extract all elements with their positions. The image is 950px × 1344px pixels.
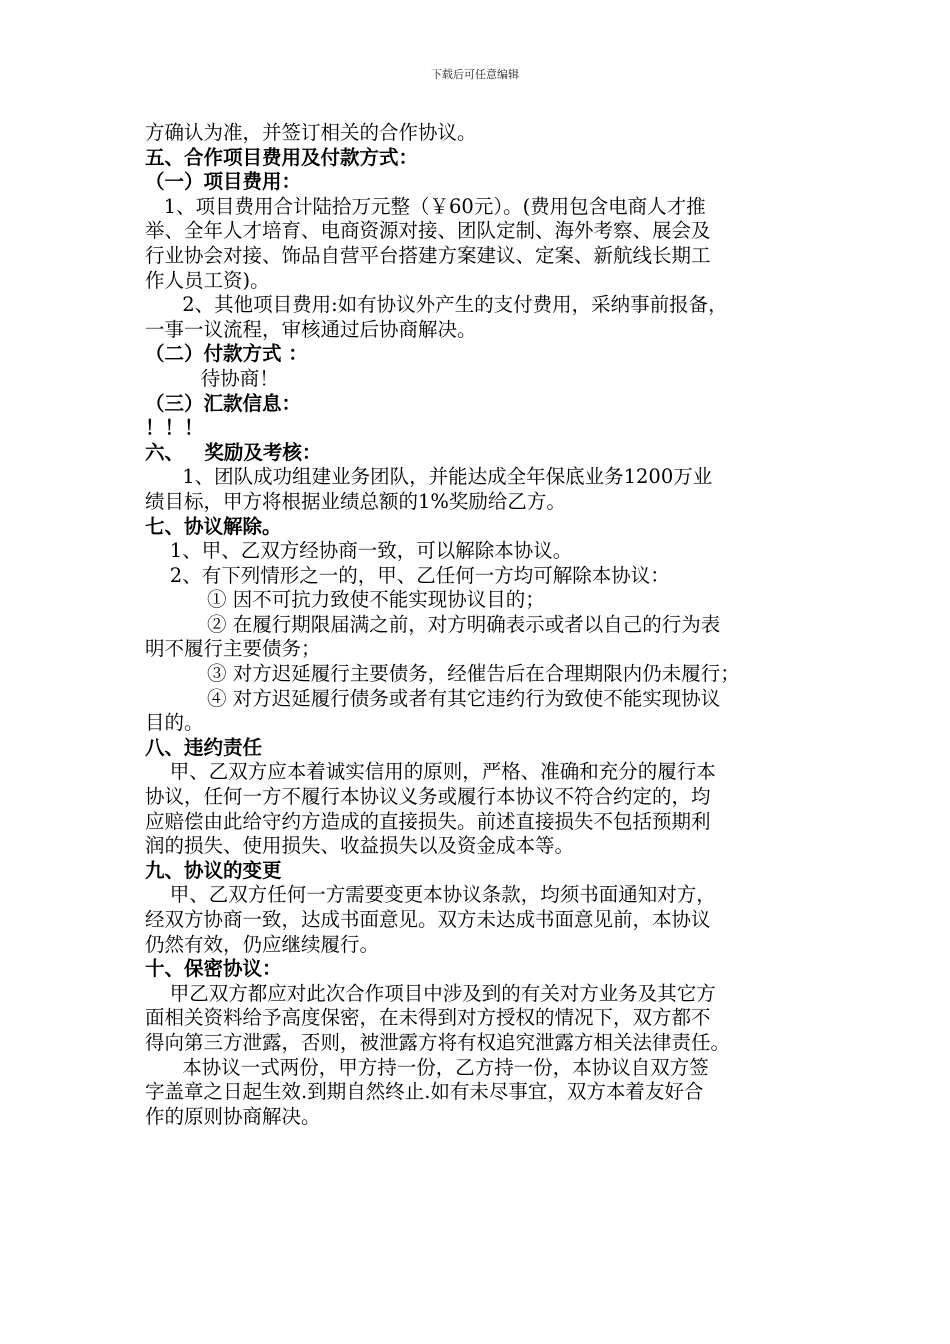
body-line: 得向第三方泄露，否则，被泄露方将有权追究泄露方相关法律责任。	[145, 1030, 731, 1054]
body-line: 字盖章之日起生效.到期自然终止.如有未尽事宜，双方本着友好合	[145, 1080, 704, 1104]
body-line: 方确认为准，并签订相关的合作协议。	[145, 121, 477, 144]
body-line: 目的。	[145, 711, 204, 735]
body-line: 经双方协商一致，达成书面意见。双方未达成书面意见前，本协议	[145, 908, 711, 931]
body-line: 待协商！	[145, 366, 279, 390]
body-line: 应赔偿由此给守约方造成的直接损失。前述直接损失不包括预期利	[145, 809, 711, 833]
body-line: 1、甲、乙双方经协商一致，可以解除本协议。	[145, 539, 573, 563]
section-heading: ！！！	[145, 416, 204, 440]
body-line: 2、其他项目费用:如有协议外产生的支付费用，采纳事前报备，	[145, 293, 728, 317]
section-heading: 七、协议解除。	[145, 514, 282, 538]
body-line: 本协议一式两份，甲方持一份，乙方持一份，本协议自双方签	[145, 1055, 709, 1079]
body-line: 润的损失、使用损失、收益损失以及资金成本等。	[145, 834, 575, 858]
body-line: 1、团队成功组建业务团队，并能达成全年保底业务1200万业	[145, 465, 713, 489]
body-line: ① 因不可抗力致使不能实现协议目的；	[145, 588, 545, 612]
section-heading: 五、合作项目费用及付款方式：	[145, 145, 419, 169]
body-line: 甲乙双方都应对此次合作项目中涉及到的有关对方业务及其它方	[145, 981, 716, 1005]
body-line: 一事一议流程，审核通过后协商解决。	[145, 317, 477, 341]
body-line: 行业协会对接、饰品自营平台搭建方案建议、定案、新航线长期工	[145, 243, 711, 267]
body-line: 面相关资料给予高度保密，在未得到对方授权的情况下，双方都不	[145, 1006, 711, 1030]
body-line: 2、有下列情形之一的，甲、乙任何一方均可解除本协议：	[145, 563, 670, 587]
section-heading: 九、协议的变更	[145, 858, 282, 882]
document-body	[145, 121, 835, 1129]
section-heading: （一）项目费用：	[145, 170, 302, 194]
body-line: 仍然有效，仍应继续履行。	[145, 932, 380, 956]
section-heading: （三）汇款信息：	[145, 391, 302, 415]
body-line: 绩目标，甲方将根据业绩总额的1%奖励给乙方。	[145, 489, 566, 513]
body-line: 1、项目费用合计陆拾万元整（￥60元）。(费用包含电商人才推	[145, 194, 706, 218]
body-line: 举、全年人才培育、电商资源对接、团队定制、海外考察、展会及	[145, 219, 711, 243]
body-line: ② 在履行期限届满之前，对方明确表示或者以自己的行为表	[145, 612, 721, 636]
body-line: 明不履行主要债务；	[145, 637, 321, 661]
section-heading: （二）付款方式 ：	[145, 342, 308, 366]
body-line: 甲、乙双方应本着诚实信用的原则，严格、准确和充分的履行本	[145, 760, 716, 784]
header-note: 下载后可任意编辑	[431, 68, 519, 81]
body-line: 作人员工资)。	[145, 268, 270, 292]
section-heading: 八、违约责任	[145, 735, 263, 759]
section-heading: 六、 奖励及考核：	[145, 440, 322, 464]
body-line: ③ 对方迟延履行主要债务，经催告后在合理期限内仍未履行；	[145, 662, 740, 686]
section-heading: 十、保密协议：	[145, 957, 282, 981]
body-line: 作的原则协商解决。	[145, 1104, 321, 1128]
body-line: 协议，任何一方不履行本协议义务或履行本协议不符合约定的，均	[145, 785, 711, 809]
body-line: 甲、乙双方任何一方需要变更本协议条款，均须书面通知对方，	[145, 883, 716, 907]
body-line: ④ 对方迟延履行债务或者有其它违约行为致使不能实现协议	[145, 686, 721, 710]
